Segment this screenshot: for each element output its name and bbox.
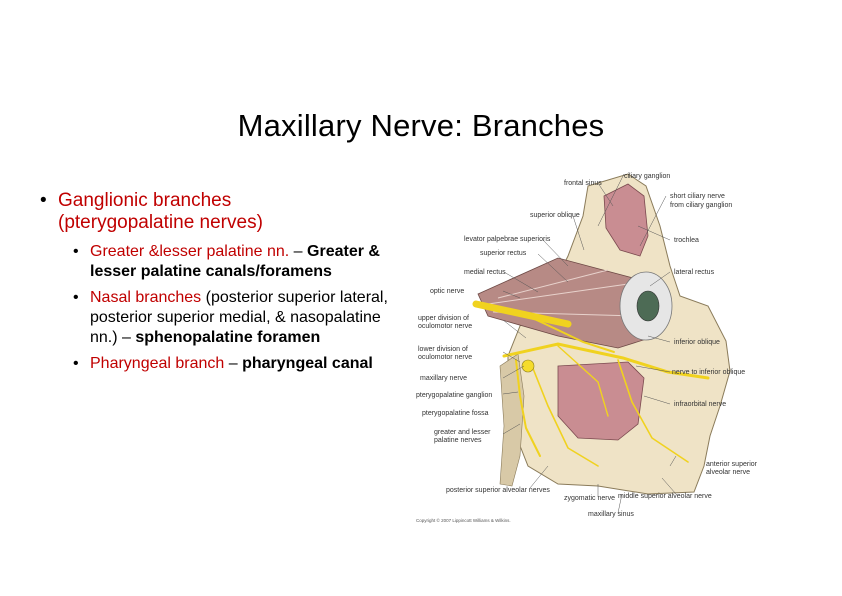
separator: – xyxy=(224,355,243,372)
nasal-branches-detail: (posterior superior lateral, posterior superior medial, & nasopalatine nn.) xyxy=(90,289,388,346)
label-pterygopalatine-fossa: pterygopalatine fossa xyxy=(422,410,489,417)
iris xyxy=(637,291,659,321)
bullet-dot: • xyxy=(73,355,79,372)
label-short-ciliary-1: short ciliary nerve xyxy=(670,193,725,200)
label-greater-lesser-1: greater and lesser xyxy=(434,429,491,436)
bullet-ganglionic-branches xyxy=(40,190,400,234)
location-sphenopalatine-foramen: sphenopalatine foramen xyxy=(135,329,321,346)
separator: – xyxy=(122,329,136,346)
term-palatine-nerves: Greater &lesser palatine nn. xyxy=(90,243,290,260)
label-lateral-rectus: lateral rectus xyxy=(674,269,715,276)
label-trochlea: trochlea xyxy=(674,237,699,244)
label-ciliary-ganglion: ciliary ganglion xyxy=(624,173,671,180)
label-levator: levator palpebrae superioris xyxy=(464,236,551,243)
label-frontal-sinus: frontal sinus xyxy=(564,180,602,187)
bullet-text-line2: (pterygopalatine nerves) xyxy=(58,212,263,233)
posterior-wall xyxy=(500,354,524,486)
bullet-dot: • xyxy=(73,289,79,306)
label-lower-division-2: oculomotor nerve xyxy=(418,354,473,361)
label-anterior-superior-1: anterior superior xyxy=(706,461,757,468)
label-inferior-oblique: inferior oblique xyxy=(674,339,720,346)
label-zygomatic-nerve: zygomatic nerve xyxy=(564,495,615,502)
orbit-anatomy-figure xyxy=(408,166,773,530)
label-maxillary-nerve: maxillary nerve xyxy=(420,375,468,382)
label-middle-superior-alveolar: middle superior alveolar nerve xyxy=(618,493,712,500)
term-nasal-branches: Nasal branches xyxy=(90,289,202,306)
label-nerve-inferior-oblique: nerve to inferior oblique xyxy=(672,369,746,376)
bullet-list xyxy=(40,190,400,374)
slide-title: Maxillary Nerve: Branches xyxy=(237,108,605,143)
label-pterygopalatine-ganglion: pterygopalatine ganglion xyxy=(416,392,493,399)
bullet-dot: • xyxy=(40,190,47,211)
label-greater-lesser-2: palatine nerves xyxy=(434,437,482,444)
label-lower-division-1: lower division of xyxy=(418,346,468,353)
location-palatine-canals: Greater & lesser palatine canals/foramens xyxy=(90,243,380,280)
label-upper-division-2: oculomotor nerve xyxy=(418,323,473,330)
label-maxillary-sinus: maxillary sinus xyxy=(588,511,634,518)
label-short-ciliary-2: from ciliary ganglion xyxy=(670,202,733,209)
sub-bullet-palatine xyxy=(40,242,400,282)
label-posterior-superior-alveolar: posterior superior alveolar nerves xyxy=(446,487,550,494)
label-superior-rectus: superior rectus xyxy=(480,250,527,257)
figure-copyright: Copyright © 2007 Lippincott Williams & Wilkins. xyxy=(416,518,511,523)
term-pharyngeal-branch: Pharyngeal branch xyxy=(90,355,225,372)
label-upper-division-1: upper division of xyxy=(418,315,469,322)
bullet-dot: • xyxy=(73,243,79,260)
label-medial-rectus: medial rectus xyxy=(464,269,506,276)
sub-bullet-nasal xyxy=(40,288,400,348)
sub-bullet-pharyngeal xyxy=(40,354,400,374)
label-infraorbital-nerve: infraorbital nerve xyxy=(674,401,727,408)
separator: – xyxy=(289,243,308,260)
label-optic-nerve: optic nerve xyxy=(430,288,465,295)
label-anterior-superior-2: alveolar nerve xyxy=(706,469,750,476)
bullet-text-line1: Ganglionic branches xyxy=(58,190,232,211)
location-pharyngeal-canal: pharyngeal canal xyxy=(242,355,373,372)
label-superior-oblique: superior oblique xyxy=(530,212,580,219)
